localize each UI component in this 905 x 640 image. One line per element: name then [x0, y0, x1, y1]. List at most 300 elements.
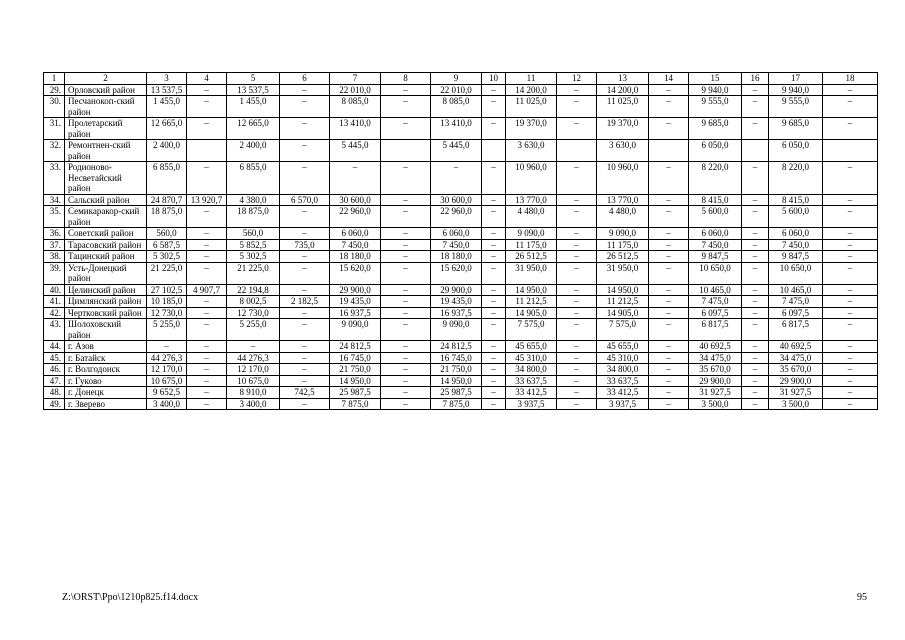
value-cell-col-11: 14 200,0: [506, 84, 557, 96]
table-row: [44, 251, 878, 263]
value-cell-col-6: –: [280, 251, 330, 263]
value-cell-col-12: –: [557, 341, 597, 353]
value-cell-col-5: 2 400,0: [227, 140, 280, 162]
column-number-5: 5: [227, 73, 280, 85]
value-cell-col-3: 10 185,0: [147, 296, 187, 308]
value-cell-col-17: 6 050,0: [769, 140, 823, 162]
value-cell-col-13: 19 370,0: [597, 118, 649, 140]
value-cell-col-18: –: [823, 194, 878, 206]
value-cell-col-13: 14 200,0: [597, 84, 649, 96]
value-cell-col-9: 19 435,0: [431, 296, 482, 308]
value-cell-col-4: –: [187, 387, 227, 399]
value-cell-col-8: –: [381, 239, 431, 251]
value-cell-col-17: 6 060,0: [769, 228, 823, 240]
column-number-16: 16: [742, 73, 769, 85]
value-cell-col-6: –: [280, 262, 330, 284]
column-number-12: 12: [557, 73, 597, 85]
column-number-6: 6: [280, 73, 330, 85]
value-cell-col-14: –: [649, 262, 689, 284]
value-cell-col-5: 44 276,3: [227, 352, 280, 364]
value-cell-col-7: 15 620,0: [330, 262, 381, 284]
value-cell-col-6: –: [280, 364, 330, 376]
value-cell-col-14: –: [649, 341, 689, 353]
row-number: 40.: [44, 284, 65, 296]
value-cell-col-5: 5 302,5: [227, 251, 280, 263]
value-cell-col-10: –: [482, 228, 506, 240]
table-row: [44, 319, 878, 341]
value-cell-col-5: 10 675,0: [227, 375, 280, 387]
value-cell-col-3: 44 276,3: [147, 352, 187, 364]
district-name: г. Азов: [65, 341, 147, 353]
value-cell-col-5: 12 170,0: [227, 364, 280, 376]
value-cell-col-13: 33 637,5: [597, 375, 649, 387]
value-cell-col-15: 7 450,0: [689, 239, 742, 251]
value-cell-col-10: –: [482, 239, 506, 251]
value-cell-col-3: 12 170,0: [147, 364, 187, 376]
value-cell-col-4: –: [187, 352, 227, 364]
value-cell-col-11: 19 370,0: [506, 118, 557, 140]
value-cell-col-17: 31 927,5: [769, 387, 823, 399]
table-row: [44, 262, 878, 284]
value-cell-col-8: –: [381, 206, 431, 228]
value-cell-col-13: 45 655,0: [597, 341, 649, 353]
column-number-3: 3: [147, 73, 187, 85]
value-cell-col-18: –: [823, 239, 878, 251]
value-cell-col-8: –: [381, 118, 431, 140]
value-cell-col-17: 34 475,0: [769, 352, 823, 364]
district-name: г. Зверево: [65, 398, 147, 410]
row-number: 39.: [44, 262, 65, 284]
value-cell-col-9: 16 745,0: [431, 352, 482, 364]
value-cell-col-4: –: [187, 341, 227, 353]
value-cell-col-9: 16 937,5: [431, 307, 482, 319]
value-cell-col-13: 7 575,0: [597, 319, 649, 341]
value-cell-col-7: 18 180,0: [330, 251, 381, 263]
value-cell-col-15: 6 060,0: [689, 228, 742, 240]
value-cell-col-6: –: [280, 284, 330, 296]
value-cell-col-7: 8 085,0: [330, 96, 381, 118]
value-cell-col-8: –: [381, 398, 431, 410]
value-cell-col-10: –: [482, 284, 506, 296]
value-cell-col-13: 11 175,0: [597, 239, 649, 251]
value-cell-col-9: 13 410,0: [431, 118, 482, 140]
district-name: Ремонтнен-ский район: [65, 140, 147, 162]
value-cell-col-7: 30 600,0: [330, 194, 381, 206]
value-cell-col-17: 9 847,5: [769, 251, 823, 263]
value-cell-col-10: –: [482, 319, 506, 341]
column-number-14: 14: [649, 73, 689, 85]
value-cell-col-14: –: [649, 162, 689, 195]
value-cell-col-14: –: [649, 352, 689, 364]
value-cell-col-6: –: [280, 307, 330, 319]
row-number: 44.: [44, 341, 65, 353]
value-cell-col-11: 26 512,5: [506, 251, 557, 263]
value-cell-col-6: –: [280, 352, 330, 364]
value-cell-col-16: –: [742, 352, 769, 364]
value-cell-col-17: 9 940,0: [769, 84, 823, 96]
value-cell-col-8: –: [381, 262, 431, 284]
value-cell-col-10: –: [482, 96, 506, 118]
value-cell-col-16: –: [742, 262, 769, 284]
value-cell-col-17: 29 900,0: [769, 375, 823, 387]
value-cell-col-5: 8 910,0: [227, 387, 280, 399]
value-cell-col-14: –: [649, 194, 689, 206]
value-cell-col-4: –: [187, 319, 227, 341]
value-cell-col-5: 12 665,0: [227, 118, 280, 140]
value-cell-col-15: 40 692,5: [689, 341, 742, 353]
row-number: 31.: [44, 118, 65, 140]
value-cell-col-17: 35 670,0: [769, 364, 823, 376]
value-cell-col-6: –: [280, 140, 330, 162]
value-cell-col-11: 4 480,0: [506, 206, 557, 228]
row-number: 45.: [44, 352, 65, 364]
value-cell-col-3: 18 875,0: [147, 206, 187, 228]
value-cell-col-4: [187, 140, 227, 162]
column-number-8: 8: [381, 73, 431, 85]
value-cell-col-10: –: [482, 341, 506, 353]
value-cell-col-9: –: [431, 162, 482, 195]
value-cell-col-18: –: [823, 296, 878, 308]
value-cell-col-7: 22 960,0: [330, 206, 381, 228]
value-cell-col-12: –: [557, 262, 597, 284]
value-cell-col-18: –: [823, 206, 878, 228]
value-cell-col-17: 40 692,5: [769, 341, 823, 353]
value-cell-col-12: –: [557, 307, 597, 319]
table-row: [44, 162, 878, 195]
value-cell-col-5: –: [227, 341, 280, 353]
value-cell-col-7: 24 812,5: [330, 341, 381, 353]
value-cell-col-14: –: [649, 239, 689, 251]
value-cell-col-12: –: [557, 206, 597, 228]
value-cell-col-15: 7 475,0: [689, 296, 742, 308]
value-cell-col-6: –: [280, 84, 330, 96]
value-cell-col-12: –: [557, 84, 597, 96]
district-name: Тарасовский район: [65, 239, 147, 251]
value-cell-col-14: –: [649, 84, 689, 96]
value-cell-col-17: 6 097,5: [769, 307, 823, 319]
row-number: 42.: [44, 307, 65, 319]
value-cell-col-8: –: [381, 319, 431, 341]
value-cell-col-9: 9 090,0: [431, 319, 482, 341]
value-cell-col-18: –: [823, 84, 878, 96]
value-cell-col-13: 45 310,0: [597, 352, 649, 364]
value-cell-col-4: –: [187, 96, 227, 118]
value-cell-col-12: [557, 140, 597, 162]
value-cell-col-12: –: [557, 251, 597, 263]
page-number: 95: [857, 592, 867, 603]
value-cell-col-17: 3 500,0: [769, 398, 823, 410]
value-cell-col-12: –: [557, 162, 597, 195]
value-cell-col-5: 8 002,5: [227, 296, 280, 308]
district-name: Цимлянский район: [65, 296, 147, 308]
value-cell-col-4: –: [187, 118, 227, 140]
value-cell-col-11: 34 800,0: [506, 364, 557, 376]
value-cell-col-11: 45 310,0: [506, 352, 557, 364]
table-row: [44, 140, 878, 162]
value-cell-col-15: 5 600,0: [689, 206, 742, 228]
column-number-2: 2: [65, 73, 147, 85]
value-cell-col-4: –: [187, 162, 227, 195]
value-cell-col-11: 13 770,0: [506, 194, 557, 206]
value-cell-col-14: –: [649, 319, 689, 341]
value-cell-col-13: 14 905,0: [597, 307, 649, 319]
row-number: 49.: [44, 398, 65, 410]
row-number: 47.: [44, 375, 65, 387]
value-cell-col-4: –: [187, 206, 227, 228]
column-number-row: [44, 73, 878, 85]
district-name: Целинский район: [65, 284, 147, 296]
value-cell-col-15: 9 685,0: [689, 118, 742, 140]
value-cell-col-18: –: [823, 398, 878, 410]
value-cell-col-12: –: [557, 352, 597, 364]
row-number: 36.: [44, 228, 65, 240]
value-cell-col-6: 742,5: [280, 387, 330, 399]
value-cell-col-9: 5 445,0: [431, 140, 482, 162]
table-row: [44, 364, 878, 376]
value-cell-col-5: 22 194,8: [227, 284, 280, 296]
value-cell-col-11: 11 175,0: [506, 239, 557, 251]
value-cell-col-15: 10 465,0: [689, 284, 742, 296]
value-cell-col-7: 9 090,0: [330, 319, 381, 341]
value-cell-col-3: 560,0: [147, 228, 187, 240]
value-cell-col-15: 31 927,5: [689, 387, 742, 399]
table-row: [44, 341, 878, 353]
row-number: 34.: [44, 194, 65, 206]
value-cell-col-7: 7 875,0: [330, 398, 381, 410]
value-cell-col-8: –: [381, 251, 431, 263]
district-name: Орловский район: [65, 84, 147, 96]
table-row: [44, 307, 878, 319]
value-cell-col-8: [381, 140, 431, 162]
value-cell-col-8: –: [381, 162, 431, 195]
value-cell-col-16: –: [742, 251, 769, 263]
value-cell-col-11: 11 212,5: [506, 296, 557, 308]
value-cell-col-18: –: [823, 118, 878, 140]
value-cell-col-16: –: [742, 284, 769, 296]
value-cell-col-7: 21 750,0: [330, 364, 381, 376]
column-number-7: 7: [330, 73, 381, 85]
value-cell-col-4: –: [187, 228, 227, 240]
value-cell-col-4: –: [187, 239, 227, 251]
table-row: [44, 194, 878, 206]
value-cell-col-17: 9 685,0: [769, 118, 823, 140]
value-cell-col-7: 7 450,0: [330, 239, 381, 251]
value-cell-col-10: –: [482, 364, 506, 376]
value-cell-col-17: 7 450,0: [769, 239, 823, 251]
value-cell-col-11: 33 412,5: [506, 387, 557, 399]
value-cell-col-16: –: [742, 375, 769, 387]
value-cell-col-4: –: [187, 364, 227, 376]
value-cell-col-17: 10 650,0: [769, 262, 823, 284]
value-cell-col-6: 735,0: [280, 239, 330, 251]
value-cell-col-16: –: [742, 387, 769, 399]
value-cell-col-10: –: [482, 162, 506, 195]
value-cell-col-18: –: [823, 341, 878, 353]
district-name: Родионово-Несветайский район: [65, 162, 147, 195]
value-cell-col-7: 5 445,0: [330, 140, 381, 162]
value-cell-col-11: 7 575,0: [506, 319, 557, 341]
value-cell-col-5: 1 455,0: [227, 96, 280, 118]
value-cell-col-17: 10 465,0: [769, 284, 823, 296]
value-cell-col-13: 11 025,0: [597, 96, 649, 118]
budget-table: [43, 72, 878, 410]
value-cell-col-3: 24 870,7: [147, 194, 187, 206]
value-cell-col-4: –: [187, 398, 227, 410]
value-cell-col-12: –: [557, 284, 597, 296]
value-cell-col-3: 5 255,0: [147, 319, 187, 341]
value-cell-col-11: 45 655,0: [506, 341, 557, 353]
value-cell-col-9: 22 960,0: [431, 206, 482, 228]
value-cell-col-14: –: [649, 364, 689, 376]
district-name: Песчанокоп-ский район: [65, 96, 147, 118]
value-cell-col-7: 16 745,0: [330, 352, 381, 364]
value-cell-col-13: 33 412,5: [597, 387, 649, 399]
value-cell-col-12: –: [557, 228, 597, 240]
value-cell-col-18: –: [823, 251, 878, 263]
value-cell-col-3: 6 587,5: [147, 239, 187, 251]
value-cell-col-11: 9 090,0: [506, 228, 557, 240]
value-cell-col-10: –: [482, 375, 506, 387]
value-cell-col-17: 7 475,0: [769, 296, 823, 308]
row-number: 33.: [44, 162, 65, 195]
value-cell-col-5: 21 225,0: [227, 262, 280, 284]
value-cell-col-10: –: [482, 296, 506, 308]
value-cell-col-9: 14 950,0: [431, 375, 482, 387]
value-cell-col-18: –: [823, 96, 878, 118]
value-cell-col-5: 12 730,0: [227, 307, 280, 319]
value-cell-col-16: –: [742, 228, 769, 240]
value-cell-col-6: –: [280, 162, 330, 195]
value-cell-col-3: 9 652,5: [147, 387, 187, 399]
value-cell-col-16: –: [742, 118, 769, 140]
value-cell-col-14: –: [649, 284, 689, 296]
value-cell-col-7: 13 410,0: [330, 118, 381, 140]
value-cell-col-3: 12 665,0: [147, 118, 187, 140]
value-cell-col-9: 8 085,0: [431, 96, 482, 118]
value-cell-col-14: –: [649, 307, 689, 319]
row-number: 30.: [44, 96, 65, 118]
value-cell-col-13: 9 090,0: [597, 228, 649, 240]
value-cell-col-9: 6 060,0: [431, 228, 482, 240]
value-cell-col-15: 29 900,0: [689, 375, 742, 387]
value-cell-col-16: –: [742, 307, 769, 319]
value-cell-col-3: 13 537,5: [147, 84, 187, 96]
column-number-15: 15: [689, 73, 742, 85]
value-cell-col-8: –: [381, 228, 431, 240]
value-cell-col-5: 560,0: [227, 228, 280, 240]
value-cell-col-15: 35 670,0: [689, 364, 742, 376]
value-cell-col-17: 5 600,0: [769, 206, 823, 228]
value-cell-col-16: [742, 140, 769, 162]
table-row: [44, 84, 878, 96]
value-cell-col-13: 3 937,5: [597, 398, 649, 410]
column-number-10: 10: [482, 73, 506, 85]
value-cell-col-8: –: [381, 307, 431, 319]
value-cell-col-7: 6 060,0: [330, 228, 381, 240]
column-number-4: 4: [187, 73, 227, 85]
column-number-11: 11: [506, 73, 557, 85]
value-cell-col-4: –: [187, 296, 227, 308]
table-row: [44, 296, 878, 308]
value-cell-col-18: [823, 140, 878, 162]
value-cell-col-14: –: [649, 96, 689, 118]
row-number: 48.: [44, 387, 65, 399]
value-cell-col-10: –: [482, 387, 506, 399]
table-row: [44, 228, 878, 240]
value-cell-col-9: 7 875,0: [431, 398, 482, 410]
value-cell-col-10: –: [482, 206, 506, 228]
value-cell-col-9: 18 180,0: [431, 251, 482, 263]
value-cell-col-11: 14 950,0: [506, 284, 557, 296]
value-cell-col-15: 34 475,0: [689, 352, 742, 364]
row-number: 29.: [44, 84, 65, 96]
value-cell-col-6: –: [280, 398, 330, 410]
value-cell-col-4: –: [187, 307, 227, 319]
value-cell-col-6: –: [280, 228, 330, 240]
district-name: Усть-Донецкий район: [65, 262, 147, 284]
value-cell-col-16: –: [742, 398, 769, 410]
value-cell-col-9: 29 900,0: [431, 284, 482, 296]
value-cell-col-17: 8 220,0: [769, 162, 823, 195]
value-cell-col-16: –: [742, 239, 769, 251]
value-cell-col-3: 1 455,0: [147, 96, 187, 118]
value-cell-col-17: 9 555,0: [769, 96, 823, 118]
table-row: [44, 96, 878, 118]
column-number-13: 13: [597, 73, 649, 85]
value-cell-col-12: –: [557, 375, 597, 387]
value-cell-col-11: 33 637,5: [506, 375, 557, 387]
value-cell-col-5: 6 855,0: [227, 162, 280, 195]
value-cell-col-13: 11 212,5: [597, 296, 649, 308]
value-cell-col-12: –: [557, 296, 597, 308]
district-name: Шолоховский район: [65, 319, 147, 341]
value-cell-col-6: –: [280, 96, 330, 118]
value-cell-col-7: 16 937,5: [330, 307, 381, 319]
value-cell-col-4: 13 920,7: [187, 194, 227, 206]
value-cell-col-4: –: [187, 262, 227, 284]
district-name: Семикаракор-ский район: [65, 206, 147, 228]
value-cell-col-3: 5 302,5: [147, 251, 187, 263]
district-name: Сальский район: [65, 194, 147, 206]
value-cell-col-16: –: [742, 84, 769, 96]
value-cell-col-11: 3 630,0: [506, 140, 557, 162]
value-cell-col-14: [649, 140, 689, 162]
value-cell-col-8: –: [381, 352, 431, 364]
value-cell-col-4: –: [187, 84, 227, 96]
value-cell-col-10: –: [482, 194, 506, 206]
value-cell-col-16: –: [742, 162, 769, 195]
value-cell-col-15: 9 555,0: [689, 96, 742, 118]
value-cell-col-18: –: [823, 375, 878, 387]
value-cell-col-15: 9 940,0: [689, 84, 742, 96]
value-cell-col-6: –: [280, 375, 330, 387]
value-cell-col-15: 6 817,5: [689, 319, 742, 341]
value-cell-col-4: –: [187, 251, 227, 263]
table-row: [44, 387, 878, 399]
value-cell-col-14: –: [649, 206, 689, 228]
value-cell-col-7: 25 987,5: [330, 387, 381, 399]
value-cell-col-6: –: [280, 118, 330, 140]
value-cell-col-11: 31 950,0: [506, 262, 557, 284]
value-cell-col-6: 6 570,0: [280, 194, 330, 206]
value-cell-col-9: 7 450,0: [431, 239, 482, 251]
value-cell-col-16: –: [742, 206, 769, 228]
value-cell-col-16: –: [742, 194, 769, 206]
value-cell-col-18: –: [823, 364, 878, 376]
value-cell-col-12: –: [557, 118, 597, 140]
value-cell-col-10: [482, 140, 506, 162]
value-cell-col-14: –: [649, 228, 689, 240]
